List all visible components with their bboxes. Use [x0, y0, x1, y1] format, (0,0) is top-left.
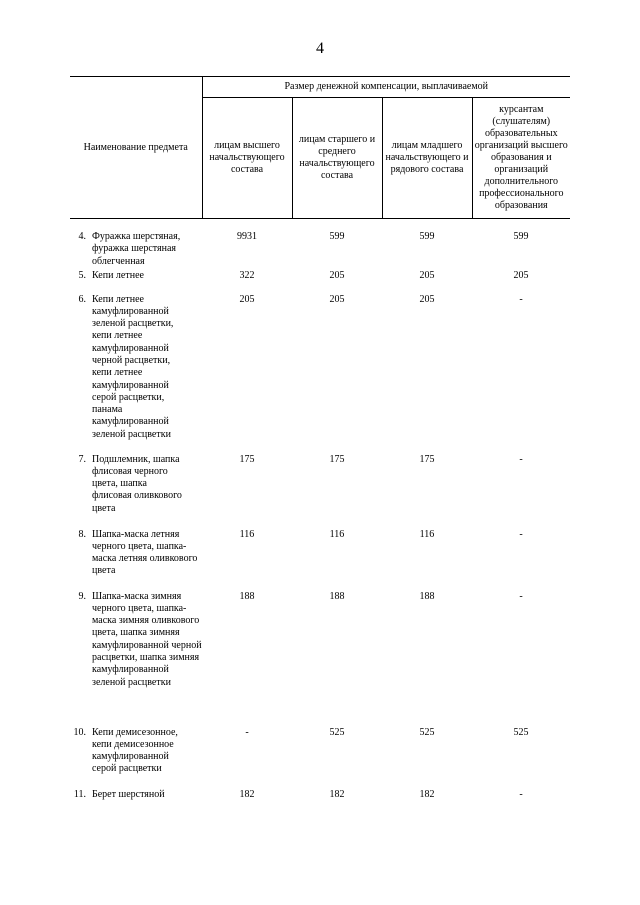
- item-name: Фуражка шерстяная, фуражка шерстяная облегченная: [92, 231, 181, 267]
- value-cell: 322: [239, 269, 255, 281]
- header-compensation-group: Размер денежной компенсации, выплачиваемой: [202, 77, 570, 98]
- value-cell: 525: [329, 726, 345, 738]
- item-number: 5.: [78, 269, 86, 281]
- value-cell: 188: [239, 590, 255, 602]
- value-cell: 175: [239, 453, 255, 465]
- value-cell: 188: [419, 590, 435, 602]
- value-cell: 116: [239, 528, 255, 540]
- value-cell: 116: [329, 528, 345, 540]
- value-cell: 205: [329, 293, 345, 305]
- value-cell: 205: [513, 269, 529, 281]
- value-cell: 116: [419, 528, 435, 540]
- item-number: 4.: [78, 231, 86, 242]
- item-number: 7.: [78, 453, 86, 465]
- header-col-junior-rank: лицам младшего начальствующего и рядового состава: [382, 98, 472, 219]
- value-cell: 9931: [237, 231, 257, 242]
- item-name: Кепи летнее камуфлированной зеленой расцветки, кепи летнее камуфлированной черной расцветки, кепи летнее камуфлированной серой расцветки, панама камуфлированной зеленой расцветки: [92, 293, 174, 440]
- table-row: [70, 270, 570, 294]
- item-number: 6.: [78, 293, 86, 305]
- value-cell: -: [519, 788, 523, 800]
- item-number: 11.: [73, 788, 86, 800]
- value-cell: 599: [513, 231, 529, 242]
- item-name: Шапка-маска зимняя черного цвета, шапка-маска зимняя оливкового цвета, шапка зимняя камуфлированной черной расцветки, шапка зимняя камуфлированной зеленой расцветки: [92, 590, 202, 688]
- item-cell: [70, 591, 202, 727]
- header-col-cadets: курсантам (слушателям) образовательных организаций высшего образования и организаций дополнительного профессионального образования: [472, 98, 570, 219]
- value-cell: -: [519, 293, 523, 305]
- value-cell: 182: [419, 788, 435, 800]
- value-cell: -: [519, 528, 523, 540]
- value-cell: -: [519, 453, 523, 465]
- value-cell: 188: [329, 590, 345, 602]
- header-item-name: Наименование предмета: [70, 77, 202, 219]
- compensation-table-container: [70, 76, 570, 813]
- item-number: 10.: [73, 726, 86, 738]
- item-cell: [70, 727, 202, 789]
- table-row: [70, 529, 570, 591]
- item-cell: [70, 789, 202, 813]
- item-number: 9.: [78, 590, 86, 602]
- item-cell: [70, 294, 202, 454]
- item-cell: [70, 454, 202, 529]
- value-cell: 599: [419, 231, 435, 242]
- value-cell: 182: [329, 788, 345, 800]
- item-name: Шапка-маска летняя черного цвета, шапка-маска летняя оливкового цвета: [92, 528, 198, 577]
- value-cell: 525: [419, 726, 435, 738]
- value-cell: -: [245, 726, 249, 738]
- table-row: [70, 294, 570, 454]
- item-cell: [70, 219, 202, 270]
- value-cell: 205: [419, 293, 435, 305]
- item-name: Кепи демисезонное, кепи демисезонное камуфлированной серой расцветки: [92, 726, 178, 775]
- table-row: [70, 727, 570, 789]
- value-cell: 205: [329, 269, 345, 281]
- value-cell: 525: [513, 726, 529, 738]
- header-col-senior-command: лицам высшего начальствующего состава: [202, 98, 292, 219]
- table-row: [70, 591, 570, 727]
- value-cell: 175: [419, 453, 435, 465]
- value-cell: -: [519, 590, 523, 602]
- item-name: Кепи летнее: [92, 269, 144, 281]
- item-name: Берет шерстяной: [92, 788, 165, 800]
- table-row: [70, 454, 570, 529]
- value-cell: 205: [419, 269, 435, 281]
- value-cell: 175: [329, 453, 345, 465]
- page-number: 4: [316, 40, 324, 57]
- value-cell: 182: [239, 788, 255, 800]
- item-name: Подшлемник, шапка флисовая черного цвета, шапка флисовая оливкового цвета: [92, 453, 182, 514]
- compensation-table: [70, 76, 570, 813]
- item-cell: [70, 529, 202, 591]
- value-cell: 205: [239, 293, 255, 305]
- item-number: 8.: [78, 528, 86, 540]
- item-cell: [70, 270, 202, 294]
- table-row: [70, 219, 570, 270]
- table-row: [70, 789, 570, 813]
- header-col-middle-command: лицам старшего и среднего начальствующего состава: [292, 98, 382, 219]
- value-cell: 599: [329, 231, 345, 242]
